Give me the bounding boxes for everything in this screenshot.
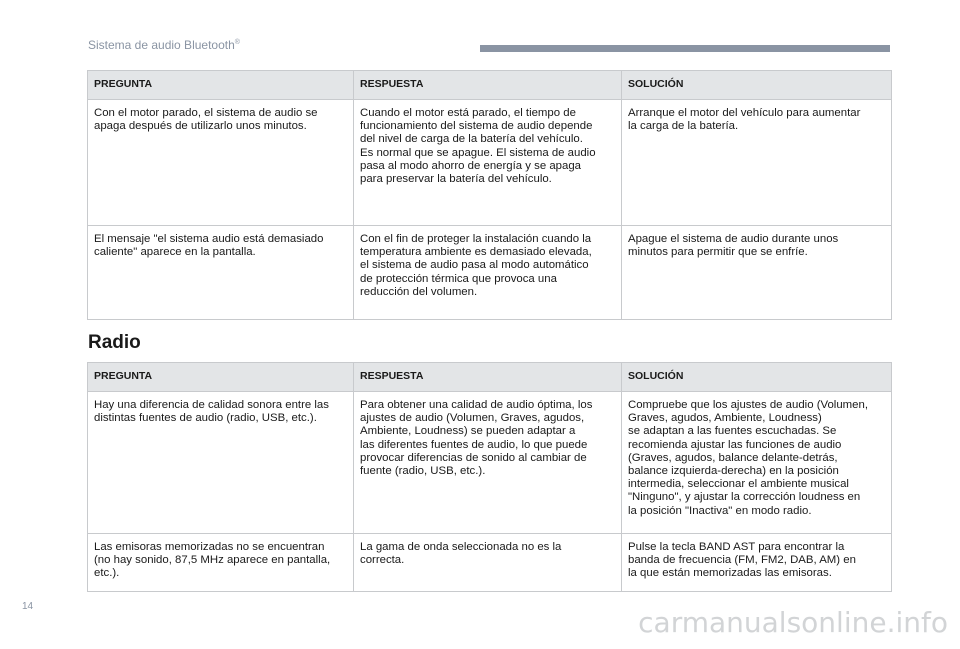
- answer-cell: [354, 392, 622, 534]
- solution-text: Apague el sistema de audio durante unos minutos para permitir que se enfríe.: [628, 233, 839, 259]
- answer-text: Con el fin de proteger la instalación cuando la temperatura ambiente es demasiado elevada, el sistema de audio pasa al modo automático de protección térmica que provoca una reducción del volumen.: [360, 233, 592, 298]
- column-header-respuesta: RESPUESTA: [354, 363, 622, 392]
- question-cell: [88, 392, 354, 534]
- table-row: [88, 226, 892, 320]
- faq-table-general: [87, 70, 892, 320]
- question-cell: [88, 100, 354, 226]
- question-cell: [88, 226, 354, 320]
- solution-cell: [622, 392, 892, 534]
- answer-text: La gama de onda seleccionada no es la correcta.: [360, 541, 562, 567]
- page-number: 14: [22, 601, 34, 612]
- question-text: Hay una diferencia de calidad sonora entre las distintas fuentes de audio (radio, USB, etc.).: [94, 399, 329, 425]
- solution-cell: [622, 226, 892, 320]
- section-title-radio: Radio: [88, 332, 141, 353]
- solution-text: Pulse la tecla BAND AST para encontrar la banda de frecuencia (FM, FM2, DAB, AM) en la que están memorizadas las emisoras.: [628, 541, 856, 580]
- header-rule: [480, 45, 890, 52]
- registered-mark: ®: [234, 39, 240, 46]
- answer-cell: [354, 100, 622, 226]
- solution-text: Arranque el motor del vehículo para aumentar la carga de la batería.: [628, 107, 861, 133]
- faq-table-radio: [87, 362, 892, 592]
- question-text: El mensaje "el sistema audio está demasiado caliente" aparece en la pantalla.: [94, 233, 324, 259]
- question-cell: [88, 534, 354, 592]
- solution-cell: [622, 534, 892, 592]
- column-header-respuesta: RESPUESTA: [354, 71, 622, 100]
- question-text: Con el motor parado, el sistema de audio se apaga después de utilizarlo unos minutos.: [94, 107, 318, 133]
- answer-text: Cuando el motor está parado, el tiempo de funcionamiento del sistema de audio depende del nivel de carga de la batería del vehículo. Es normal que se apague. El sistema de audio pasa al modo ahorro de energía y se apaga para preservar la batería del vehículo.: [360, 107, 596, 186]
- column-header-solucion: SOLUCIÓN: [622, 71, 892, 100]
- table-row: [88, 392, 892, 534]
- answer-text: Para obtener una calidad de audio óptima, los ajustes de audio (Volumen, Graves, agudos, Ambiente, Loudness) se pueden adaptar a las diferentes fuentes de audio, lo que puede provocar diferencias de sonido al cambiar de fuente (radio, USB, etc.).: [360, 399, 593, 478]
- question-text: Las emisoras memorizadas no se encuentran (no hay sonido, 87,5 MHz aparece en pantalla, etc.).: [94, 541, 331, 580]
- running-header-text: Sistema de audio Bluetooth: [88, 38, 235, 52]
- table-row: [88, 100, 892, 226]
- running-header: [88, 38, 240, 52]
- table-row: [88, 534, 892, 592]
- column-header-pregunta: PREGUNTA: [88, 71, 354, 100]
- table-header-row: [88, 363, 892, 392]
- column-header-solucion: SOLUCIÓN: [622, 363, 892, 392]
- answer-cell: [354, 534, 622, 592]
- column-header-pregunta: PREGUNTA: [88, 363, 354, 392]
- solution-cell: [622, 100, 892, 226]
- solution-text: Compruebe que los ajustes de audio (Volumen, Graves, agudos, Ambiente, Loudness) se adaptan a las fuentes escuchadas. Se recomienda ajustar las funciones de audio (Graves, agudos, balance delante-detrás, balance izquierda-derecha) en la posición intermedia, seleccionar el ambiente musical "Ninguno", y ajustar la corrección loudness en la posición "Inactiva" en modo radio.: [628, 399, 868, 517]
- answer-cell: [354, 226, 622, 320]
- watermark: carmanualsonline.info: [638, 606, 948, 639]
- table-header-row: [88, 71, 892, 100]
